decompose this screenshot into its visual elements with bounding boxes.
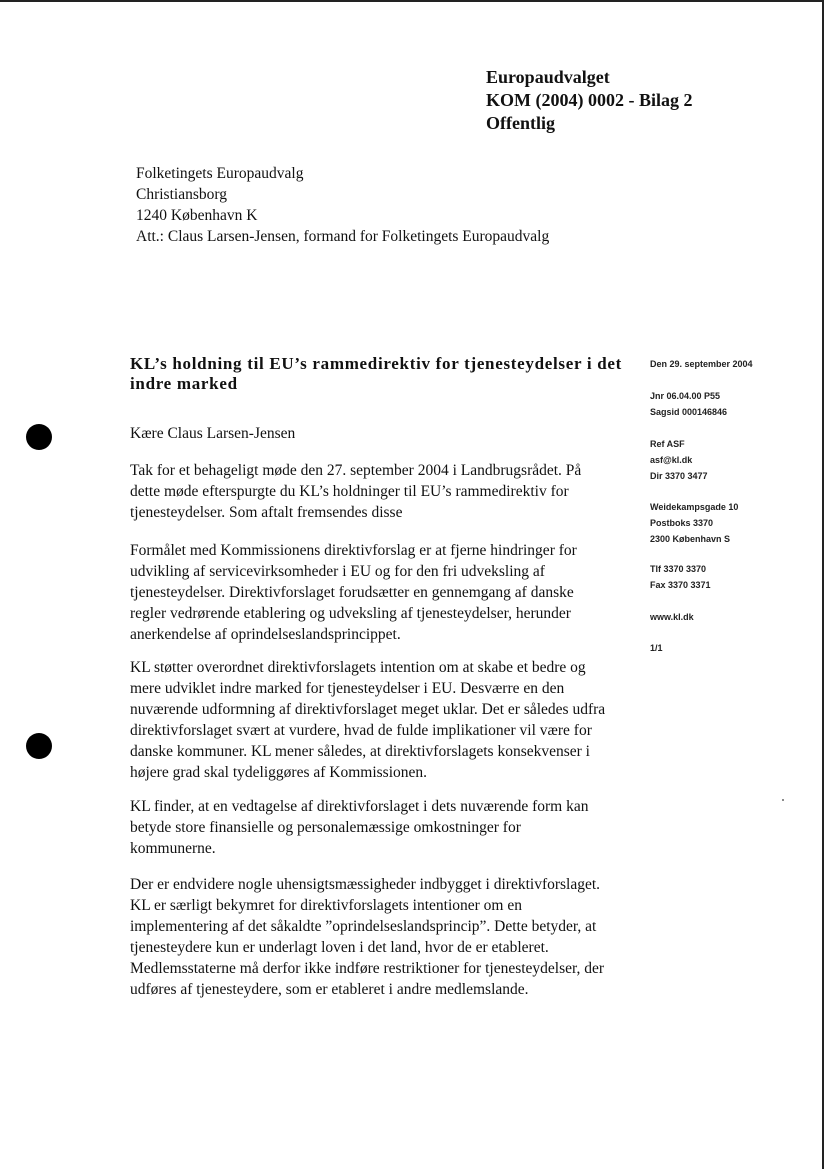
sidebar-case-refs [650,388,727,420]
address-line-2: Christiansborg [136,186,227,203]
contact-email: asf@kl.dk [650,455,693,465]
sidebar-web [650,609,694,625]
header-reference: KOM (2004) 0002 - Bilag 2 [486,90,693,110]
paragraph-text: Tak for et behageligt møde den 27. september 2004 i Landbrugsrådet. På dette møde efterspurgte du KL’s holdninger til EU’s rammedirektiv for tjenesteydelser. Som aftalt fremsendes disse [130,462,582,521]
salutation-text: Kære Claus Larsen-Jensen [130,425,296,442]
scan-speck [782,799,784,801]
sidebar-phones [650,561,711,593]
letter-date: Den 29. september 2004 [650,359,753,369]
header-status: Offentlig [486,113,555,133]
paragraph-1 [130,460,610,523]
website: www.kl.dk [650,612,694,622]
contact-ref: Ref ASF [650,439,685,449]
punch-hole-bottom [26,733,52,759]
paragraph-3 [130,657,610,783]
fax-number: Fax 3370 3371 [650,580,711,590]
salutation [130,423,610,444]
phone-number: Tlf 3370 3370 [650,564,707,574]
address-line-1: Folketingets Europaudvalg [136,165,304,182]
paragraph-text: KL finder, at en vedtagelse af direktivforslaget i dets nuværende form kan betyde store finansielle og personalemæssige omkostninger for kommunerne. [130,798,589,857]
sidebar-date [650,356,753,372]
paragraph-text: Der er endvidere nogle uhensigtsmæssigheder indbygget i direktivforslaget. KL er særligt bekymret for direktivforslagets intentioner om en implementering af det såkaldte ”oprindelseslandsprincip”. Dette betyder, at tjenesteydere kun er underlagt loven i det land, hvor de er etableret. Medlemsstaterne må derfor ikke indføre restriktioner for tjenesteydelser, der udføres af tjenesteydere, som er etableret i andre medlemslande. [130,876,605,998]
page-number: 1/1 [650,643,663,653]
case-id: Sagsid 000146846 [650,407,728,417]
paragraph-5 [130,874,610,1000]
page-border-top [0,0,824,2]
sidebar-page [650,640,663,656]
document-header [486,66,692,135]
postbox: Postboks 3370 [650,518,714,528]
street-address: Weidekampsgade 10 [650,502,739,512]
paragraph-2 [130,540,610,645]
paragraph-text: KL støtter overordnet direktivforslagets intention om at skabe et bedre og mere udviklet indre marked for tjenesteydelser i EU. Desværre en den nuværende udformning af direktivforslaget meget uklar. Det er således udfra direktivforslaget svært at vurdere, hvad de fulde implikationer vil være for danske kommuner. KL mener således, at direktivforslagets konsekvenser i højere grad skal tydeliggøres af Kommissionen. [130,659,606,781]
letter-title: KL’s holdning til EU’s rammedirektiv for tjenesteydelser i det indre marked [130,354,622,393]
address-line-3: 1240 København K [136,207,258,224]
punch-hole-top [26,424,52,450]
address-line-4: Att.: Claus Larsen-Jensen, formand for Folketingets Europaudvalg [136,228,550,245]
contact-direct-phone: Dir 3370 3477 [650,471,708,481]
postal-city: 2300 København S [650,534,731,544]
sidebar-address [650,499,738,547]
header-committee: Europaudvalget [486,67,610,87]
journal-number: Jnr 06.04.00 P55 [650,391,721,401]
recipient-address [136,163,549,247]
sidebar-contact [650,436,708,484]
paragraph-4 [130,796,610,859]
paragraph-text: Formålet med Kommissionens direktivforslag er at fjerne hindringer for udvikling af servicevirksomheder i EU og for den fri udveksling af tjenesteydelser. Direktivforslaget forudsætter en gennemgang af danske regler vedrørende etablering og udveksling af tjenesteydelser, herunder anerkendelse af oprindelseslandsprincippet. [130,542,577,643]
